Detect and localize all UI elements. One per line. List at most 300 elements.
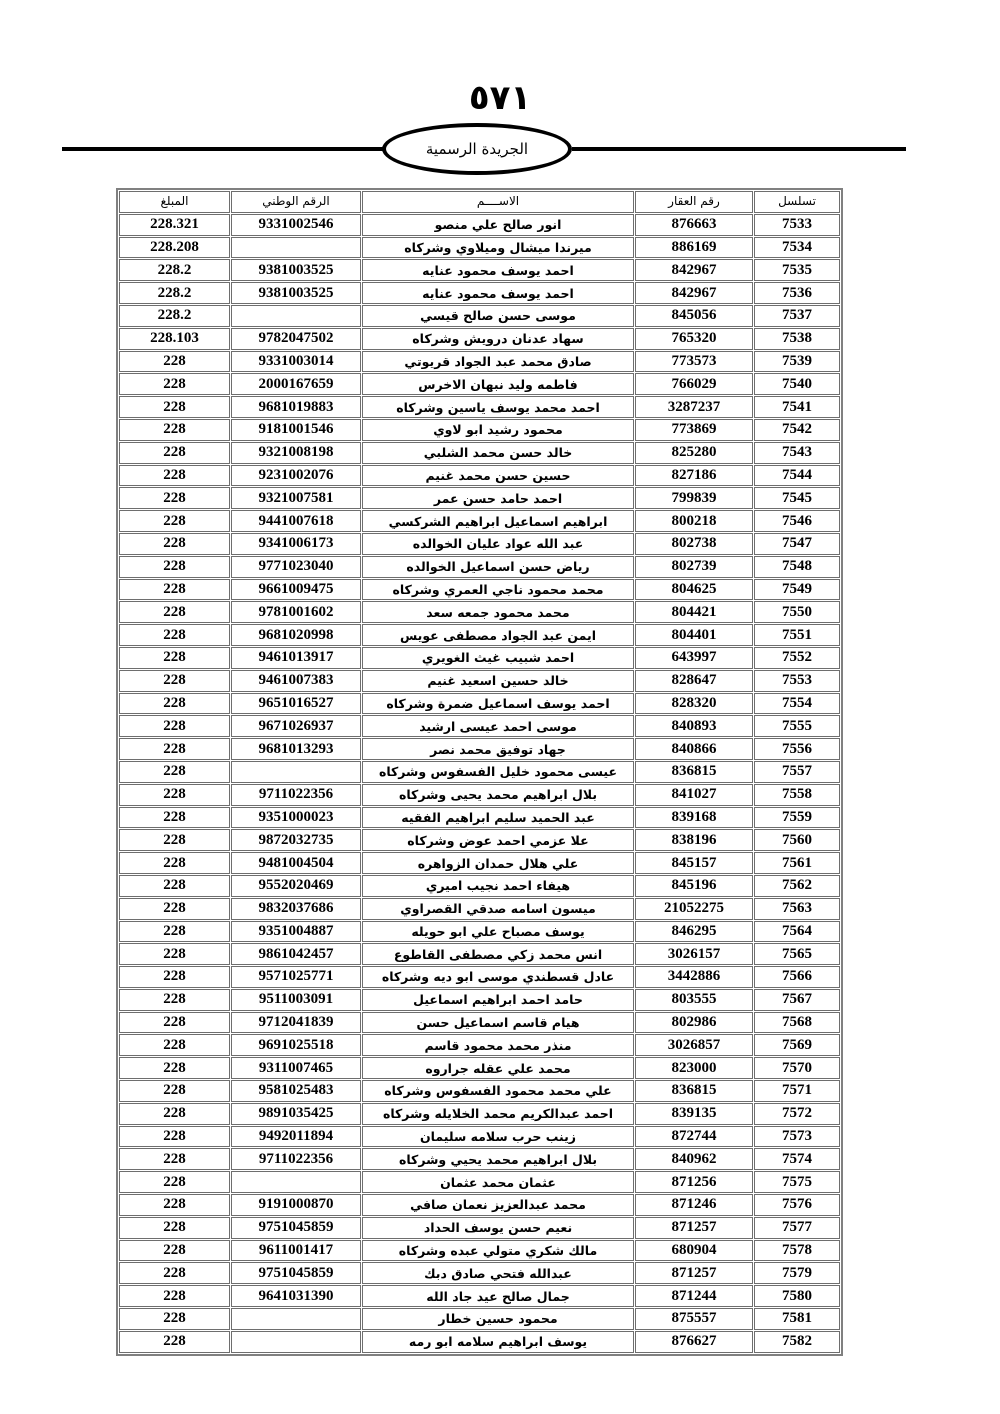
cell-property-no: 846295 — [635, 921, 753, 943]
table-row — [119, 259, 840, 281]
cell-national-id: 9481004504 — [231, 852, 361, 874]
cell-amount: 228 — [119, 1285, 230, 1307]
cell-serial: 7577 — [754, 1217, 840, 1239]
cell-national-id: 9341006173 — [231, 533, 361, 555]
cell-serial: 7556 — [754, 738, 840, 760]
table-row — [119, 419, 840, 441]
cell-national-id: 9832037686 — [231, 898, 361, 920]
cell-property-no: 842967 — [635, 259, 753, 281]
publication-title: الجريدة الرسمية — [425, 140, 529, 158]
cell-amount: 228 — [119, 738, 230, 760]
cell-property-no: 828647 — [635, 670, 753, 692]
cell-amount: 228 — [119, 898, 230, 920]
table-row — [119, 1217, 840, 1239]
table-row — [119, 351, 840, 373]
cell-amount: 228 — [119, 373, 230, 395]
cell-amount: 228 — [119, 396, 230, 418]
table-row — [119, 282, 840, 304]
cell-serial: 7534 — [754, 237, 840, 259]
cell-amount: 228.2 — [119, 259, 230, 281]
cell-name: سهاد عدنان درويش وشركاه — [362, 328, 634, 350]
cell-national-id: 9351000023 — [231, 807, 361, 829]
cell-national-id: 9691025518 — [231, 1034, 361, 1056]
cell-serial: 7561 — [754, 852, 840, 874]
cell-serial: 7580 — [754, 1285, 840, 1307]
cell-serial: 7558 — [754, 784, 840, 806]
cell-amount: 228 — [119, 1308, 230, 1330]
cell-property-no: 802739 — [635, 556, 753, 578]
table-row — [119, 898, 840, 920]
cell-serial: 7567 — [754, 989, 840, 1011]
cell-property-no: 823000 — [635, 1057, 753, 1079]
table-row — [119, 647, 840, 669]
cell-name: احمد يوسف محمود عنايه — [362, 259, 634, 281]
cell-national-id: 9891035425 — [231, 1103, 361, 1125]
cell-serial: 7552 — [754, 647, 840, 669]
table-row — [119, 807, 840, 829]
cell-property-no: 871246 — [635, 1194, 753, 1216]
cell-national-id — [231, 1171, 361, 1193]
cell-property-no: 804625 — [635, 579, 753, 601]
column-header-name: الاســــم — [362, 191, 634, 213]
table-row — [119, 1103, 840, 1125]
cell-amount: 228.103 — [119, 328, 230, 350]
table-row — [119, 305, 840, 327]
cell-national-id: 9441007618 — [231, 510, 361, 532]
cell-amount: 228 — [119, 351, 230, 373]
cell-property-no: 802986 — [635, 1012, 753, 1034]
cell-amount: 228 — [119, 1103, 230, 1125]
cell-amount: 228 — [119, 670, 230, 692]
cell-property-no: 876627 — [635, 1331, 753, 1353]
cell-serial: 7551 — [754, 624, 840, 646]
cell-amount: 228 — [119, 487, 230, 509]
cell-national-id — [231, 1331, 361, 1353]
cell-serial: 7536 — [754, 282, 840, 304]
cell-name: محمد محمود جمعه سعد — [362, 601, 634, 623]
cell-amount: 228 — [119, 989, 230, 1011]
cell-name: صادق محمد عبد الجواد قريوتي — [362, 351, 634, 373]
cell-property-no: 804401 — [635, 624, 753, 646]
cell-property-no: 773573 — [635, 351, 753, 373]
table-row — [119, 1171, 840, 1193]
cell-amount: 228 — [119, 1034, 230, 1056]
cell-serial: 7541 — [754, 396, 840, 418]
cell-name: محمد علي عقله جراروه — [362, 1057, 634, 1079]
table-row — [119, 693, 840, 715]
cell-serial: 7574 — [754, 1148, 840, 1170]
cell-national-id: 9712041839 — [231, 1012, 361, 1034]
table-row — [119, 510, 840, 532]
cell-serial: 7538 — [754, 328, 840, 350]
cell-serial: 7573 — [754, 1126, 840, 1148]
cell-serial: 7549 — [754, 579, 840, 601]
cell-amount: 228 — [119, 510, 230, 532]
cell-amount: 228 — [119, 921, 230, 943]
cell-national-id: 9492011894 — [231, 1126, 361, 1148]
cell-name: بلال ابراهيم محمد يحيي وشركاه — [362, 1148, 634, 1170]
cell-amount: 228 — [119, 1080, 230, 1102]
cell-name: خالد حسن محمد الشلبي — [362, 442, 634, 464]
cell-amount: 228.2 — [119, 282, 230, 304]
cell-name: ميسون اسامه صدقي القصراوي — [362, 898, 634, 920]
page-number: ٥٧١ — [468, 78, 532, 118]
cell-name: يوسف ابراهيم سلامه ابو رمه — [362, 1331, 634, 1353]
cell-property-no: 3026157 — [635, 943, 753, 965]
cell-name: علا عزمي احمد عوض وشركاه — [362, 829, 634, 851]
cell-name: ابراهيم اسماعيل ابراهيم الشركسي — [362, 510, 634, 532]
table-row — [119, 1148, 840, 1170]
cell-serial: 7570 — [754, 1057, 840, 1079]
cell-amount: 228.208 — [119, 237, 230, 259]
cell-serial: 7547 — [754, 533, 840, 555]
cell-property-no: 3287237 — [635, 396, 753, 418]
cell-name: انس محمد زكي مصطفى القاطوع — [362, 943, 634, 965]
cell-amount: 228.2 — [119, 305, 230, 327]
cell-amount: 228 — [119, 442, 230, 464]
cell-name: حامد احمد ابراهيم اسماعيل — [362, 989, 634, 1011]
cell-national-id: 9331003014 — [231, 351, 361, 373]
cell-national-id: 9461013917 — [231, 647, 361, 669]
cell-amount: 228 — [119, 1126, 230, 1148]
table-row — [119, 670, 840, 692]
cell-national-id: 9351004887 — [231, 921, 361, 943]
cell-name: عبد الله عواد عليان الخوالده — [362, 533, 634, 555]
cell-national-id: 9181001546 — [231, 419, 361, 441]
cell-national-id: 9611001417 — [231, 1240, 361, 1262]
cell-property-no: 839135 — [635, 1103, 753, 1125]
cell-name: احمد يوسف اسماعيل ضمرة وشركاه — [362, 693, 634, 715]
table-row — [119, 533, 840, 555]
table-row — [119, 624, 840, 646]
cell-national-id — [231, 305, 361, 327]
cell-national-id: 9651016527 — [231, 693, 361, 715]
table-row — [119, 875, 840, 897]
cell-name: فاطمه وليد نبهان الاخرس — [362, 373, 634, 395]
cell-national-id: 9321007581 — [231, 487, 361, 509]
table-row — [119, 373, 840, 395]
table-row — [119, 1080, 840, 1102]
cell-serial: 7563 — [754, 898, 840, 920]
cell-amount: 228 — [119, 1012, 230, 1034]
cell-property-no: 825280 — [635, 442, 753, 464]
cell-amount: 228 — [119, 1148, 230, 1170]
cell-property-no: 773869 — [635, 419, 753, 441]
cell-amount: 228 — [119, 693, 230, 715]
header-rule-right — [572, 147, 906, 151]
table-row — [119, 943, 840, 965]
cell-national-id: 2000167659 — [231, 373, 361, 395]
table-row — [119, 1034, 840, 1056]
cell-amount: 228 — [119, 875, 230, 897]
cell-name: محمد عبدالعزيز نعمان صافي — [362, 1194, 634, 1216]
table-row — [119, 738, 840, 760]
table-row — [119, 1262, 840, 1284]
cell-amount: 228 — [119, 601, 230, 623]
cell-property-no: 845196 — [635, 875, 753, 897]
cell-national-id — [231, 237, 361, 259]
cell-property-no: 804421 — [635, 601, 753, 623]
cell-serial: 7560 — [754, 829, 840, 851]
cell-national-id: 9711022356 — [231, 1148, 361, 1170]
cell-national-id: 9511003091 — [231, 989, 361, 1011]
cell-serial: 7553 — [754, 670, 840, 692]
cell-amount: 228 — [119, 556, 230, 578]
table-row — [119, 989, 840, 1011]
table-row — [119, 1331, 840, 1353]
cell-serial: 7546 — [754, 510, 840, 532]
cell-property-no: 800218 — [635, 510, 753, 532]
property-table — [116, 188, 843, 1356]
cell-property-no: 803555 — [635, 989, 753, 1011]
cell-property-no: 871257 — [635, 1262, 753, 1284]
cell-serial: 7540 — [754, 373, 840, 395]
cell-name: عيسى محمود خليل الفسفوس وشركاه — [362, 761, 634, 783]
cell-serial: 7533 — [754, 214, 840, 236]
cell-serial: 7576 — [754, 1194, 840, 1216]
table-row — [119, 237, 840, 259]
table-row — [119, 1057, 840, 1079]
cell-national-id: 9191000870 — [231, 1194, 361, 1216]
cell-property-no: 875557 — [635, 1308, 753, 1330]
cell-property-no: 840962 — [635, 1148, 753, 1170]
cell-serial: 7543 — [754, 442, 840, 464]
table-row — [119, 852, 840, 874]
cell-amount: 228 — [119, 715, 230, 737]
cell-amount: 228 — [119, 1217, 230, 1239]
cell-serial: 7564 — [754, 921, 840, 943]
cell-property-no: 799839 — [635, 487, 753, 509]
cell-property-no: 871256 — [635, 1171, 753, 1193]
cell-property-no: 840893 — [635, 715, 753, 737]
cell-national-id: 9861042457 — [231, 943, 361, 965]
cell-national-id — [231, 761, 361, 783]
cell-serial: 7575 — [754, 1171, 840, 1193]
cell-name: ميرندا ميشال وميلاوي وشركاه — [362, 237, 634, 259]
cell-national-id: 9771023040 — [231, 556, 361, 578]
table-row — [119, 396, 840, 418]
cell-name: محمد محمود ناجي العمري وشركاه — [362, 579, 634, 601]
column-header-property-no: رقم العقار — [635, 191, 753, 213]
cell-national-id: 9552020469 — [231, 875, 361, 897]
cell-amount: 228 — [119, 1262, 230, 1284]
cell-serial: 7555 — [754, 715, 840, 737]
cell-property-no: 3026857 — [635, 1034, 753, 1056]
column-header-amount: المبلغ — [119, 191, 230, 213]
cell-serial: 7581 — [754, 1308, 840, 1330]
cell-serial: 7550 — [754, 601, 840, 623]
cell-amount: 228 — [119, 533, 230, 555]
cell-name: احمد حامد حسن عمر — [362, 487, 634, 509]
cell-property-no: 680904 — [635, 1240, 753, 1262]
cell-amount: 228 — [119, 1057, 230, 1079]
cell-serial: 7582 — [754, 1331, 840, 1353]
cell-name: منذر محمد محمود قاسم — [362, 1034, 634, 1056]
cell-amount: 228 — [119, 1331, 230, 1353]
cell-property-no: 838196 — [635, 829, 753, 851]
cell-serial: 7544 — [754, 465, 840, 487]
cell-property-no: 765320 — [635, 328, 753, 350]
table-row — [119, 921, 840, 943]
cell-serial: 7545 — [754, 487, 840, 509]
cell-name: احمد يوسف محمود عنايه — [362, 282, 634, 304]
cell-name: بلال ابراهيم محمد يحيى وشركاه — [362, 784, 634, 806]
cell-serial: 7542 — [754, 419, 840, 441]
cell-amount: 228 — [119, 966, 230, 988]
cell-property-no: 840866 — [635, 738, 753, 760]
cell-serial: 7572 — [754, 1103, 840, 1125]
cell-name: عثمان محمد عثمان — [362, 1171, 634, 1193]
cell-amount: 228 — [119, 852, 230, 874]
table-row — [119, 1285, 840, 1307]
cell-property-no: 841027 — [635, 784, 753, 806]
cell-national-id: 9581025483 — [231, 1080, 361, 1102]
cell-name: احمد شبيب غيث الغويري — [362, 647, 634, 669]
cell-national-id: 9711022356 — [231, 784, 361, 806]
cell-property-no: 643997 — [635, 647, 753, 669]
cell-serial: 7579 — [754, 1262, 840, 1284]
table-row — [119, 601, 840, 623]
cell-serial: 7539 — [754, 351, 840, 373]
cell-national-id: 9681019883 — [231, 396, 361, 418]
cell-serial: 7559 — [754, 807, 840, 829]
table-row — [119, 1012, 840, 1034]
cell-national-id: 9751045859 — [231, 1217, 361, 1239]
cell-name: جهاد توفيق محمد نصر — [362, 738, 634, 760]
table-row — [119, 556, 840, 578]
cell-national-id: 9461007383 — [231, 670, 361, 692]
cell-amount: 228 — [119, 647, 230, 669]
cell-property-no: 871244 — [635, 1285, 753, 1307]
cell-name: عبدالله فتحي صادق دبك — [362, 1262, 634, 1284]
cell-amount: 228 — [119, 807, 230, 829]
cell-property-no: 845056 — [635, 305, 753, 327]
cell-name: حسين حسن محمد غنيم — [362, 465, 634, 487]
cell-amount: 228 — [119, 1194, 230, 1216]
cell-property-no: 845157 — [635, 852, 753, 874]
cell-amount: 228 — [119, 784, 230, 806]
table-row — [119, 328, 840, 350]
cell-name: هيام قاسم اسماعيل حسن — [362, 1012, 634, 1034]
cell-national-id: 9681020998 — [231, 624, 361, 646]
cell-property-no: 21052275 — [635, 898, 753, 920]
cell-national-id: 9641031390 — [231, 1285, 361, 1307]
table-row — [119, 1308, 840, 1330]
cell-serial: 7562 — [754, 875, 840, 897]
cell-name: موسى حسن صالح قيسي — [362, 305, 634, 327]
cell-name: خالد حسين اسعيد غنيم — [362, 670, 634, 692]
cell-national-id: 9381003525 — [231, 282, 361, 304]
cell-national-id: 9671026937 — [231, 715, 361, 737]
cell-name: رياض حسن اسماعيل الخوالده — [362, 556, 634, 578]
cell-serial: 7554 — [754, 693, 840, 715]
cell-name: محمود حسين خطار — [362, 1308, 634, 1330]
cell-name: علي هلال حمدان الزواهره — [362, 852, 634, 874]
table-row — [119, 442, 840, 464]
table-row — [119, 1194, 840, 1216]
cell-national-id: 9872032735 — [231, 829, 361, 851]
cell-name: مالك شكري متولي عبده وشركاه — [362, 1240, 634, 1262]
cell-national-id: 9231002076 — [231, 465, 361, 487]
cell-national-id: 9321008198 — [231, 442, 361, 464]
table-row — [119, 1126, 840, 1148]
cell-national-id — [231, 1308, 361, 1330]
cell-amount: 228 — [119, 624, 230, 646]
column-header-serial: تسلسل — [754, 191, 840, 213]
table-row — [119, 715, 840, 737]
table-header-row — [119, 191, 840, 213]
cell-property-no: 3442886 — [635, 966, 753, 988]
cell-serial: 7569 — [754, 1034, 840, 1056]
publication-title-oval — [382, 123, 572, 175]
cell-property-no: 876663 — [635, 214, 753, 236]
cell-name: عادل قسطندي موسى ابو ديه وشركاه — [362, 966, 634, 988]
cell-amount: 228 — [119, 1171, 230, 1193]
cell-amount: 228 — [119, 829, 230, 851]
cell-property-no: 886169 — [635, 237, 753, 259]
cell-property-no: 839168 — [635, 807, 753, 829]
cell-national-id: 9782047502 — [231, 328, 361, 350]
cell-amount: 228 — [119, 579, 230, 601]
cell-serial: 7578 — [754, 1240, 840, 1262]
column-header-national-id: الرقم الوطني — [231, 191, 361, 213]
table-row — [119, 465, 840, 487]
table-row — [119, 829, 840, 851]
cell-name: يوسف مصباح علي ابو حويله — [362, 921, 634, 943]
cell-name: احمد عبدالكريم محمد الخلايله وشركاه — [362, 1103, 634, 1125]
cell-name: نعيم حسن يوسف الحداد — [362, 1217, 634, 1239]
cell-serial: 7566 — [754, 966, 840, 988]
cell-serial: 7548 — [754, 556, 840, 578]
table-row — [119, 487, 840, 509]
cell-name: موسى احمد عيسى ارشيد — [362, 715, 634, 737]
cell-name: هيفاء احمد نجيب اميري — [362, 875, 634, 897]
cell-national-id: 9571025771 — [231, 966, 361, 988]
cell-amount: 228 — [119, 419, 230, 441]
table-row — [119, 966, 840, 988]
cell-national-id: 9661009475 — [231, 579, 361, 601]
cell-serial: 7537 — [754, 305, 840, 327]
cell-name: علي محمد محمود الفسفوس وشركاه — [362, 1080, 634, 1102]
cell-amount: 228 — [119, 943, 230, 965]
cell-property-no: 836815 — [635, 761, 753, 783]
cell-serial: 7568 — [754, 1012, 840, 1034]
cell-name: احمد محمد يوسف ياسين وشركاه — [362, 396, 634, 418]
cell-name: ايمن عبد الجواد مصطفى عويس — [362, 624, 634, 646]
cell-national-id: 9311007465 — [231, 1057, 361, 1079]
cell-property-no: 766029 — [635, 373, 753, 395]
cell-name: انور صالح علي منصو — [362, 214, 634, 236]
cell-property-no: 871257 — [635, 1217, 753, 1239]
cell-name: محمود رشيد ابو لاوي — [362, 419, 634, 441]
cell-national-id: 9381003525 — [231, 259, 361, 281]
cell-property-no: 827186 — [635, 465, 753, 487]
cell-amount: 228 — [119, 1240, 230, 1262]
cell-property-no: 828320 — [635, 693, 753, 715]
header-rule-left — [62, 147, 384, 151]
table-row — [119, 761, 840, 783]
cell-name: زينب حرب سلامه سليمان — [362, 1126, 634, 1148]
cell-name: عبد الحميد سليم ابراهيم الفقيه — [362, 807, 634, 829]
cell-serial: 7535 — [754, 259, 840, 281]
table-row — [119, 214, 840, 236]
table-row — [119, 579, 840, 601]
cell-property-no: 802738 — [635, 533, 753, 555]
cell-serial: 7571 — [754, 1080, 840, 1102]
cell-name: جمال صالح عيد جاد الله — [362, 1285, 634, 1307]
cell-amount: 228.321 — [119, 214, 230, 236]
cell-national-id: 9781001602 — [231, 601, 361, 623]
